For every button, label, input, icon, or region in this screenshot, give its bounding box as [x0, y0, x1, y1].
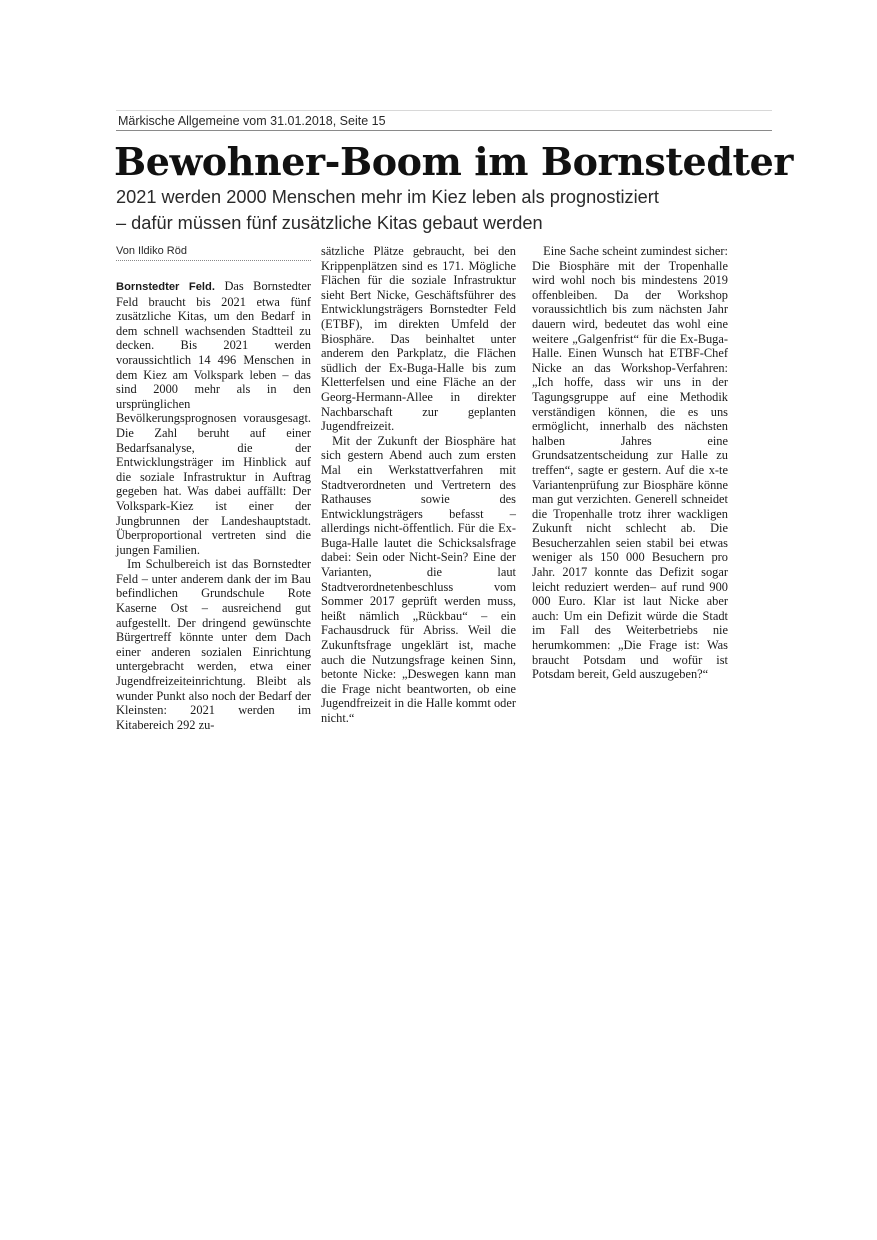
- paragraph: Im Schulbereich ist das Bornstedter Feld – unter anderem dank der im Bau befindlichen Grundschule Rote Kaserne Ost – ausreichend gut aufgestellt. Der dringend gewünschte Bürgertreff könnte unter dem Dach einer anderen sozialen Einrichtung untergebracht werden, etwa einer Jugendfreizeiteinrichtung. Bleibt als wunder Punkt also noch der Bedarf der Kleinsten: 2021 werden im Kitabereich 292 zu-: [116, 557, 311, 732]
- paragraph: Mit der Zukunft der Biosphäre hat sich gestern Abend auch zum ersten Mal ein Werkstattverfahren mit Stadtverordneten und Vertretern des Rathauses sowie des Entwicklungsträgers befasst – allerdings nicht-öffentlich. Für die Ex-Buga-Halle lautet die Schicksalsfrage dabei: Sein oder Nicht-Sein? Eine der Varianten, die laut Stadtverordnetenbeschluss vom Sommer 2017 geprüft werden muss, heißt nämlich „Rückbau“ – ein Fachausdruck für Abriss. Weil die Zukunftsfrage ungeklärt ist, mache auch die Nutzungsfrage keinen Sinn, betonte Nicke: „Deswegen kann man die Frage nicht beantworten, ob eine Jugendfreizeit in die Halle kommt oder nicht.“: [321, 433, 516, 725]
- source-line: Märkische Allgemeine vom 31.01.2018, Seite 15: [116, 110, 772, 131]
- paragraph: sätzliche Plätze gebraucht, bei den Krippenplätzen sind es 171. Mögliche Flächen für die soziale Infrastruktur sieht Bert Nicke, Geschäftsführer des Entwicklungsträgers Bornstedter Feld (ETBF), im direkten Umfeld der Biosphäre. Das beinhaltet unter anderem den Parkplatz, die Flächen südlich der Ex-Buga-Halle bis zum Kletterfelsen und eine Fläche an der Georg-Hermann-Allee in direkter Nachbarschaft zur geplanten Jugendfreizeit.: [321, 244, 516, 434]
- article-column-2: [321, 244, 516, 726]
- paragraph: [116, 279, 311, 557]
- paragraph: Eine Sache scheint zumindest sicher: Die Biosphäre mit der Tropenhalle wird wohl noch bis mindestens 2019 offenbleiben. Da der Workshop voraussichtlich bis zum nächsten Jahr dauern wird, bedeutet das wohl eine weitere „Galgenfrist“ für die Ex-Buga-Halle. Einen Wunsch hat ETBF-Chef Nicke an das Workshop-Verfahren: „Ich hoffe, dass wir uns in der Tagungsgruppe auf eine Methodik verständigen können, die es uns ermöglicht, innerhalb des nächsten halben Jahres eine Grundsatzentscheidung zur Halle zu treffen“, sagte er gestern. Auf die x-te Variantenprüfung zur Biosphäre könne man gut verzichten. Generell schneidet die Tropenhalle trotz ihrer wackligen Zukunft nicht schlecht ab. Die Besucherzahlen seien stabil bei etwas weniger als 150 000 Besuchern pro Jahr. 2017 konnte das Defizit sogar leicht reduziert werden– auf rund 900 000 Euro. Klar ist laut Nicke aber auch: Um ein Defizit würde die Stadt im Fall des Weiterbetriebs nie herumkommen: „Die Frage ist: Was braucht Potsdam und wofür ist Potsdam bereit, Geld auszugeben?“: [532, 244, 728, 682]
- subheadline-line-1: 2021 werden 2000 Menschen mehr im Kiez leben als prognostiziert: [116, 187, 659, 207]
- article-column-1: [116, 244, 311, 732]
- article-column-3: [532, 244, 728, 682]
- paragraph-text: Das Bornstedter Feld braucht bis 2021 etwa fünf zusätzliche Kitas, um den Bedarf in dem schnell wachsenden Stadtteil zu decken. Bis 2021 werden voraussichtlich 14 496 Menschen in dem Kiez am Volkspark leben – das sind 2000 mehr als in den ursprünglichen Bevölkerungsprognosen vorausgesagt. Die Zahl beruht auf einer Bedarfsanalyse, die der Entwicklungsträger im Hinblick auf die soziale Infrastruktur in Auftrag gegeben hat. Was dabei auffällt: Der Volkspark-Kiez ist einer der Jungbrunnen der Landeshauptstadt. Überproportional vertreten sind die jungen Familien.: [116, 279, 311, 557]
- headline: Bewohner-Boom im Bornstedter: [114, 139, 794, 184]
- dateline: Bornstedter Feld.: [116, 281, 215, 293]
- subheadline-line-2: – dafür müssen fünf zusätzliche Kitas gebaut werden: [116, 213, 543, 233]
- author-byline: Von Ildiko Röd: [116, 244, 311, 261]
